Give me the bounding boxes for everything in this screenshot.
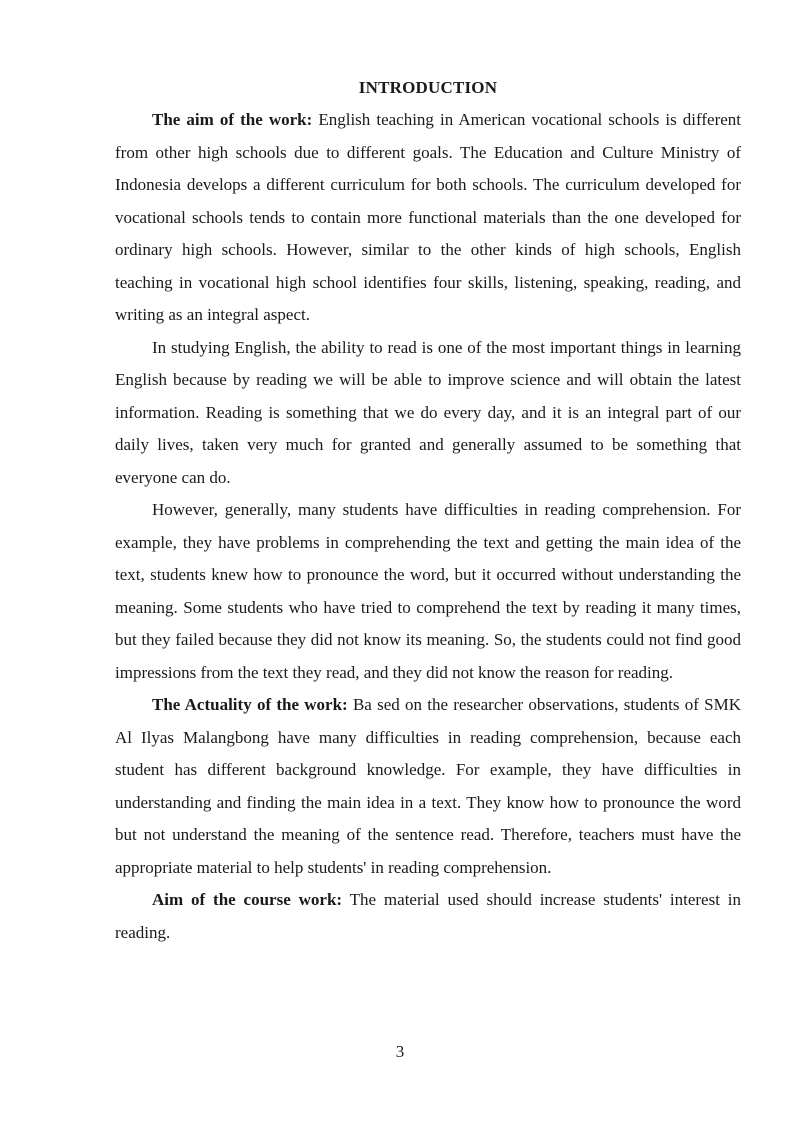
- page-number: 3: [395, 1042, 405, 1061]
- paragraph-text: In studying English, the ability to read is one of the most important things in learning English because by reading we will be able to improve science and will obtain the latest information. Reading is something that we do every day, and it is an integral part of our daily lives, taken very much for granted and generally assumed to be something that everyone can do.: [115, 337, 741, 487]
- paragraph-label: Aim of the course work:: [152, 890, 343, 909]
- paragraph-text: The material used should increase students' interest in reading.: [115, 890, 741, 942]
- paragraph-actuality-of-work: [115, 689, 741, 884]
- paragraph-reading-importance: [115, 332, 741, 495]
- paragraph-text: Ba sed on the researcher observations, students of SMK Al Ilyas Malangbong have many difficulties in reading comprehension, because each student has different background knowledge. For example, they have difficulties in understanding and finding the main idea in a text. They know how to pronounce the word but not understand the meaning of the sentence read. Therefore, teachers must have the appropriate material to help students' in reading comprehension.: [115, 695, 741, 877]
- paragraph-aim-of-work: [115, 104, 741, 332]
- paragraph-label: The Actuality of the work:: [152, 695, 348, 714]
- paragraph-label: The aim of the work:: [152, 110, 313, 129]
- paragraph-text: English teaching in American vocational schools is different from other high schools due to different goals. The Education and Culture Ministry of Indonesia develops a different curriculum for both schools. The curriculum developed for vocational schools tends to contain more functional materials than the one developed for ordinary high schools. However, similar to the other kinds of high schools, English teaching in vocational high school identifies four skills, listening, speaking, reading, and writing as an integral aspect.: [115, 110, 741, 324]
- section-heading: INTRODUCTION: [358, 78, 498, 97]
- page-body: [115, 74, 741, 949]
- paragraph-aim-of-course-work: [115, 884, 741, 949]
- paragraph-reading-difficulties: [115, 494, 741, 689]
- paragraph-text: However, generally, many students have difficulties in reading comprehension. For example, they have problems in comprehending the text and getting the main idea of the text, students knew how to pronounce the word, but it occurred without understanding the meaning. Some students who have tried to comprehend the text by reading it many times, but they failed because they did not know its meaning. So, the students could not find good impressions from the text they read, and they did not know the reason for reading.: [115, 500, 741, 682]
